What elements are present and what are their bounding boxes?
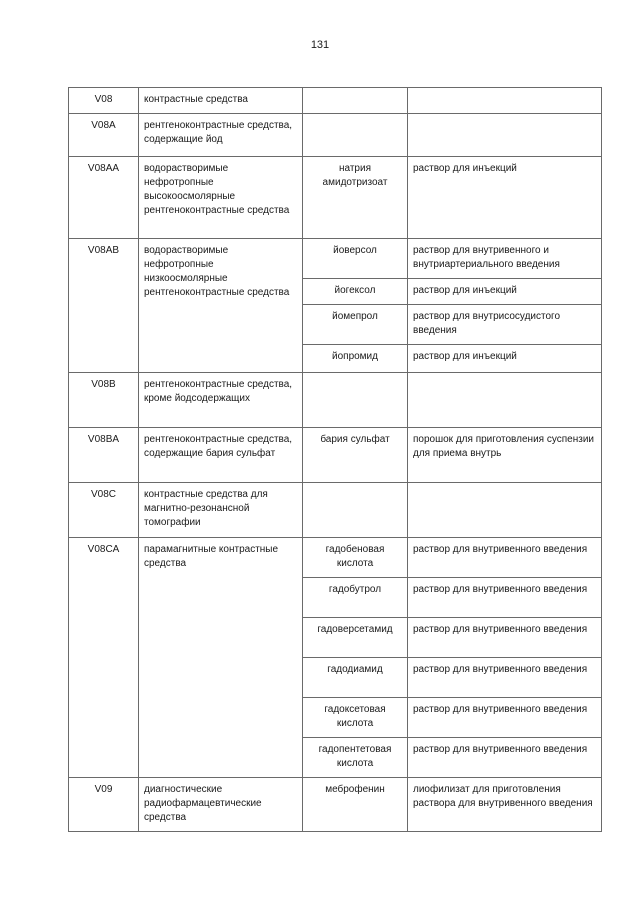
dosage-form-cell: раствор для внутривенного введения [408, 738, 602, 778]
table-row [69, 88, 602, 114]
dosage-form-cell [408, 483, 602, 538]
drug-name-cell: йоверсол [303, 239, 408, 279]
atc-group-name-cell: водорастворимые нефротропные низкоосмолярные рентгеноконтрастные средства [139, 239, 303, 373]
dosage-form-cell: порошок для приготовления суспензии для приема внутрь [408, 428, 602, 483]
drug-name-cell: бария сульфат [303, 428, 408, 483]
dosage-form-cell: раствор для инъекций [408, 279, 602, 305]
drug-name-cell: гадобутрол [303, 578, 408, 618]
dosage-form-cell [408, 373, 602, 428]
atc-code-cell: V09 [69, 778, 139, 832]
drug-name-cell: йопромид [303, 345, 408, 373]
drug-name-cell: гадоверсетамид [303, 618, 408, 658]
page-number: 131 [310, 39, 330, 51]
atc-group-name-cell: рентгеноконтрастные средства, кроме йодсодержащих [139, 373, 303, 428]
drug-name-cell: меброфенин [303, 778, 408, 832]
table-row [69, 483, 602, 538]
atc-group-name-cell: контрастные средства для магнитно-резонансной томографии [139, 483, 303, 538]
atc-group-name-cell: рентгеноконтрастные средства, содержащие йод [139, 114, 303, 157]
atc-group-name-cell: парамагнитные контрастные средства [139, 538, 303, 778]
table-row [69, 373, 602, 428]
atc-group-name-cell: диагностические радиофармацевтические средства [139, 778, 303, 832]
drug-name-cell [303, 483, 408, 538]
dosage-form-cell: раствор для внутривенного введения [408, 698, 602, 738]
dosage-form-cell: раствор для внутривенного введения [408, 618, 602, 658]
drug-name-cell: гадобеновая кислота [303, 538, 408, 578]
atc-code-cell: V08C [69, 483, 139, 538]
dosage-form-cell [408, 114, 602, 157]
drug-name-cell: йогексол [303, 279, 408, 305]
table-row [69, 114, 602, 157]
table-row [69, 538, 602, 578]
table-row [69, 239, 602, 279]
drug-name-cell: натрия амидотризоат [303, 157, 408, 239]
atc-group-name-cell: контрастные средства [139, 88, 303, 114]
table-row [69, 778, 602, 832]
atc-code-cell: V08AB [69, 239, 139, 373]
atc-code-cell: V08CA [69, 538, 139, 778]
atc-code-cell: V08AA [69, 157, 139, 239]
dosage-form-cell: лиофилизат для приготовления раствора для внутривенного введения [408, 778, 602, 832]
table-row [69, 428, 602, 483]
dosage-form-cell [408, 88, 602, 114]
dosage-form-cell: раствор для внутривенного и внутриартериального введения [408, 239, 602, 279]
drug-name-cell: йомепрол [303, 305, 408, 345]
table-row [69, 157, 602, 239]
atc-code-cell: V08B [69, 373, 139, 428]
dosage-form-cell: раствор для внутривенного введения [408, 538, 602, 578]
atc-code-cell: V08A [69, 114, 139, 157]
drug-name-cell [303, 114, 408, 157]
dosage-form-cell: раствор для внутривенного введения [408, 578, 602, 618]
drug-name-cell: гадоксетовая кислота [303, 698, 408, 738]
atc-classification-table [68, 87, 602, 832]
dosage-form-cell: раствор для инъекций [408, 345, 602, 373]
atc-table-body [69, 88, 602, 832]
drug-name-cell [303, 88, 408, 114]
drug-name-cell: гадопентетовая кислота [303, 738, 408, 778]
atc-group-name-cell: водорастворимые нефротропные высокоосмолярные рентгеноконтрастные средства [139, 157, 303, 239]
drug-name-cell: гадодиамид [303, 658, 408, 698]
dosage-form-cell: раствор для внутрисосудистого введения [408, 305, 602, 345]
atc-code-cell: V08 [69, 88, 139, 114]
drug-name-cell [303, 373, 408, 428]
dosage-form-cell: раствор для внутривенного введения [408, 658, 602, 698]
dosage-form-cell: раствор для инъекций [408, 157, 602, 239]
atc-code-cell: V08BA [69, 428, 139, 483]
atc-group-name-cell: рентгеноконтрастные средства, содержащие бария сульфат [139, 428, 303, 483]
